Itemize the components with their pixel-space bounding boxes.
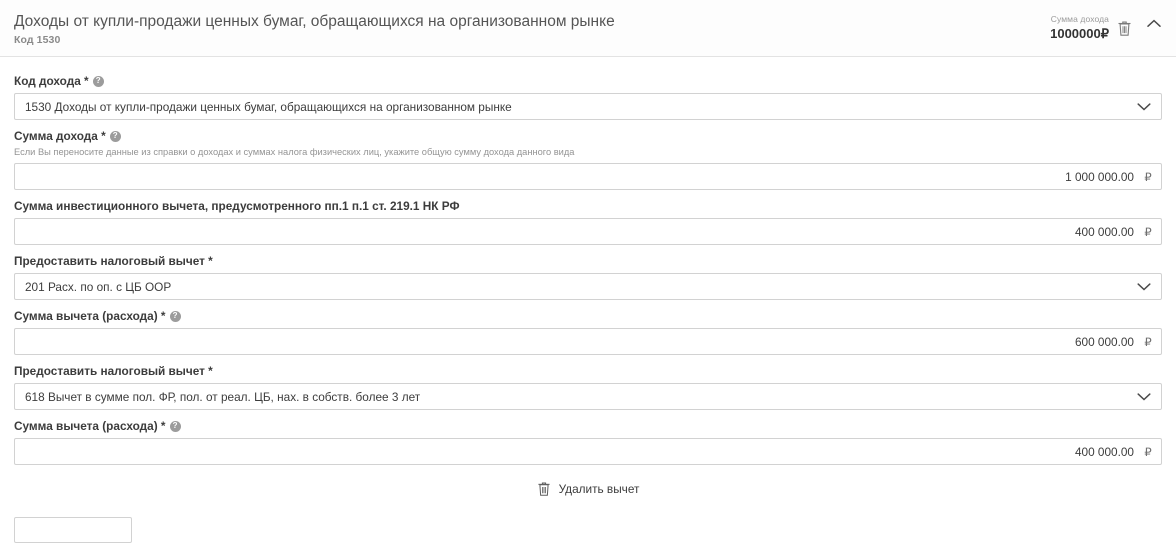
trash-icon	[1117, 20, 1132, 37]
field-investment-deduction	[14, 199, 1162, 245]
label-investment-deduction-text: Сумма инвестиционного вычета, предусмотренного пп.1 п.1 ст. 219.1 НК РФ	[14, 199, 460, 214]
label-deduction-type-1	[14, 254, 1162, 268]
delete-income-button[interactable]	[1117, 20, 1132, 37]
income-summary	[1050, 14, 1109, 43]
chevron-down-icon[interactable]	[1137, 282, 1151, 291]
label-income-amount	[14, 129, 1162, 143]
ruble-icon: ₽	[1144, 446, 1152, 459]
field-deduction-amount-2	[14, 419, 1162, 465]
help-icon[interactable]: ?	[170, 421, 181, 432]
label-deduction-amount-2-text: Сумма вычета (расхода) *	[14, 419, 166, 434]
delete-deduction-label: Удалить вычет	[558, 482, 640, 497]
investment-deduction-value: 400 000.00	[1074, 224, 1134, 239]
deduction-amount-1-value: 600 000.00	[1074, 334, 1134, 349]
field-deduction-type-1	[14, 254, 1162, 300]
income-summary-label: Сумма дохода	[1050, 14, 1109, 24]
income-code-select[interactable]	[14, 93, 1162, 120]
field-income-code	[14, 74, 1162, 120]
deduction-amount-2-input[interactable]	[14, 438, 1162, 465]
page-title: Доходы от купли-продажи ценных бумаг, обращающихся на организованном рынке	[14, 13, 615, 30]
chevron-down-icon[interactable]	[1137, 102, 1151, 111]
income-amount-value: 1 000 000.00	[1065, 169, 1134, 184]
deduction-amount-2-value: 400 000.00	[1074, 444, 1134, 459]
ruble-icon: ₽	[1144, 171, 1152, 184]
chevron-down-icon[interactable]	[1137, 392, 1151, 401]
label-deduction-type-1-text: Предоставить налоговый вычет *	[14, 254, 213, 269]
ruble-icon: ₽	[1144, 336, 1152, 349]
label-deduction-amount-1-text: Сумма вычета (расхода) *	[14, 309, 166, 324]
trash-icon	[537, 481, 551, 497]
label-deduction-type-2-text: Предоставить налоговый вычет *	[14, 364, 213, 379]
label-income-amount-text: Сумма дохода *	[14, 129, 106, 144]
label-deduction-type-2	[14, 364, 1162, 378]
label-investment-deduction	[14, 199, 1162, 213]
card-header-actions	[1050, 12, 1162, 43]
add-deduction-button[interactable]	[14, 517, 132, 543]
label-income-code	[14, 74, 1162, 88]
card-header	[0, 0, 1176, 57]
help-icon[interactable]: ?	[93, 76, 104, 87]
income-summary-value: 1000000₽	[1050, 26, 1109, 42]
hint-income-amount: Если Вы переносите данные из справки о доходах и суммах налога физических лиц, укажите общую сумму дохода данного вида	[14, 147, 575, 158]
label-income-code-text: Код дохода *	[14, 74, 89, 89]
ruble-icon: ₽	[1144, 226, 1152, 239]
card-body	[0, 57, 1176, 499]
deduction-type-2-select[interactable]	[14, 383, 1162, 410]
deduction-type-2-value: 618 Вычет в сумме пол. ФР, пол. от реал. ЦБ, нах. в собств. более 3 лет	[25, 389, 421, 404]
help-icon[interactable]: ?	[110, 131, 121, 142]
field-deduction-type-2	[14, 364, 1162, 410]
field-income-amount	[14, 129, 1162, 190]
investment-deduction-input[interactable]	[14, 218, 1162, 245]
delete-deduction-button[interactable]	[14, 479, 1162, 499]
income-amount-input[interactable]	[14, 163, 1162, 190]
deduction-type-1-value: 201 Расх. по оп. с ЦБ ООР	[25, 279, 172, 294]
collapse-card-button[interactable]	[1146, 18, 1162, 30]
help-icon[interactable]: ?	[170, 311, 181, 322]
label-deduction-amount-1	[14, 309, 1162, 323]
deduction-amount-1-input[interactable]	[14, 328, 1162, 355]
label-deduction-amount-2	[14, 419, 1162, 433]
income-code-value: 1530 Доходы от купли-продажи ценных бумаг, обращающихся на организованном рынке	[25, 99, 512, 114]
deduction-type-1-select[interactable]	[14, 273, 1162, 300]
income-code-subtitle: Код 1530	[14, 34, 61, 47]
card-header-titles	[14, 12, 1050, 46]
field-deduction-amount-1	[14, 309, 1162, 355]
chevron-up-icon	[1146, 18, 1162, 30]
